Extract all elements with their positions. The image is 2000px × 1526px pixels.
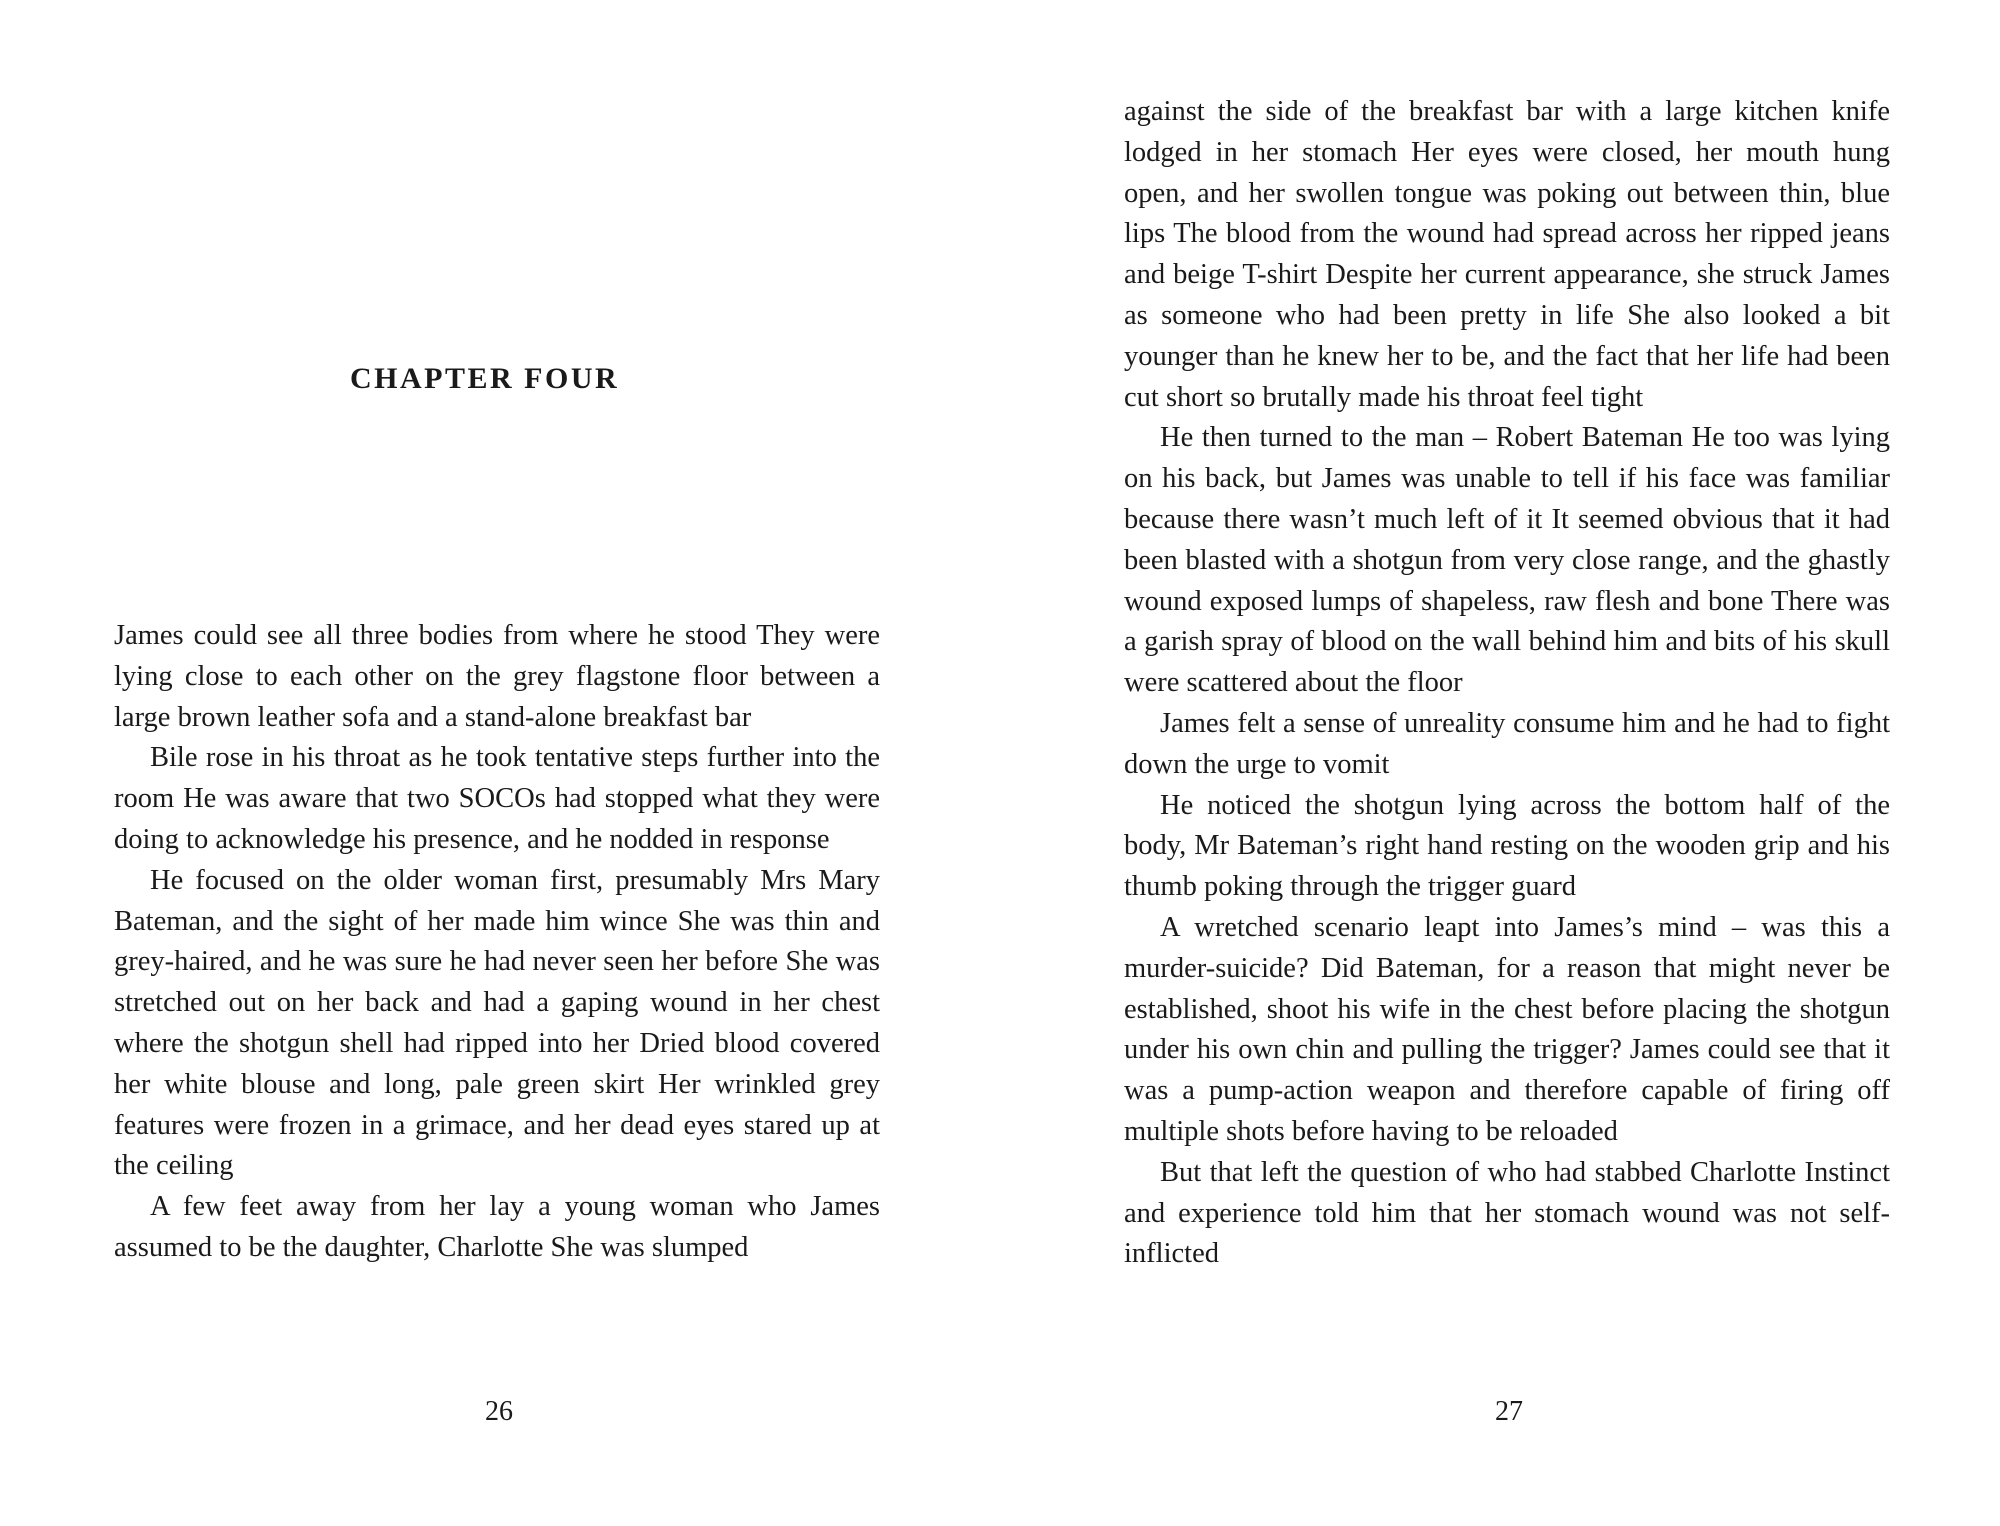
paragraph: He focused on the older woman first, presumably Mrs Mary Bateman, and the sight of her made him wince She was thin and grey-haired, and he was sure he had never seen her before She was stretched out on her back and had a gaping wound in her chest where the shotgun shell had ripped into her Dried blood covered her white blouse and long, pale green skirt Her wrinkled grey features were frozen in a grimace, and her dead eyes stared up at the ceiling (114, 864, 880, 1182)
paragraph: A few feet away from her lay a young woman who James assumed to be the daughter, Charlotte She was slumped (114, 1191, 880, 1263)
paragraph: James felt a sense of unreality consume him and he had to fight down the urge to vomit (1124, 707, 1890, 780)
paragraph: He then turned to the man – Robert Bateman He too was lying on his back, but James was unable to tell if his face was familiar because there wasn’t much left of it It seemed obvious that it had been blasted with a shotgun from very close range, and the ghastly wound exposed lumps of shapeless, raw flesh and bone There was a garish spray of blood on the wall behind him and bits of his skull were scattered about the floor (1124, 422, 1890, 699)
left-page-body (114, 616, 880, 1269)
chapter-title: CHAPTER FOUR (350, 362, 620, 395)
paragraph: against the side of the breakfast bar with a large kitchen knife lodged in her stomach Her eyes were closed, her mouth hung open, and her swollen tongue was poking out between thin, blue lips The blood from the wound had spread across her ripped jeans and beige T-shirt Despite her current appearance, she struck James as someone who had been pretty in life She also looked a bit younger than he knew her to be, and the fact that her life had been cut short so brutally made his throat feel tight (1124, 96, 1890, 413)
right-page (1000, 0, 2000, 1526)
paragraph: James could see all three bodies from where he stood They were lying close to each other on the grey flagstone floor between a large brown leather sofa and a stand-alone breakfast bar (114, 620, 880, 733)
paragraph: Bile rose in his throat as he took tentative steps further into the room He was aware that two SOCOs had stopped what they were doing to acknowledge his presence, and he nodded in response (114, 742, 880, 855)
page-number: 27 (1495, 1396, 1523, 1427)
paragraph: But that left the question of who had stabbed Charlotte Instinct and experience told him that her stomach wound was not self-inflicted (1124, 1156, 1890, 1270)
paragraph: A wretched scenario leapt into James’s mind – was this a murder-suicide? Did Bateman, for a reason that might never be established, shoot his wife in the chest before placing the shotgun under his own chin and pulling the trigger? James could see that it was a pump-action weapon and therefore capable of firing off multiple shots before having to be reloaded (1124, 911, 1890, 1147)
paragraph: He noticed the shotgun lying across the bottom half of the body, Mr Bateman’s right hand resting on the wooden grip and his thumb poking through the trigger guard (1124, 789, 1890, 903)
right-page-body (1124, 92, 1890, 1275)
page-number: 26 (485, 1396, 513, 1427)
